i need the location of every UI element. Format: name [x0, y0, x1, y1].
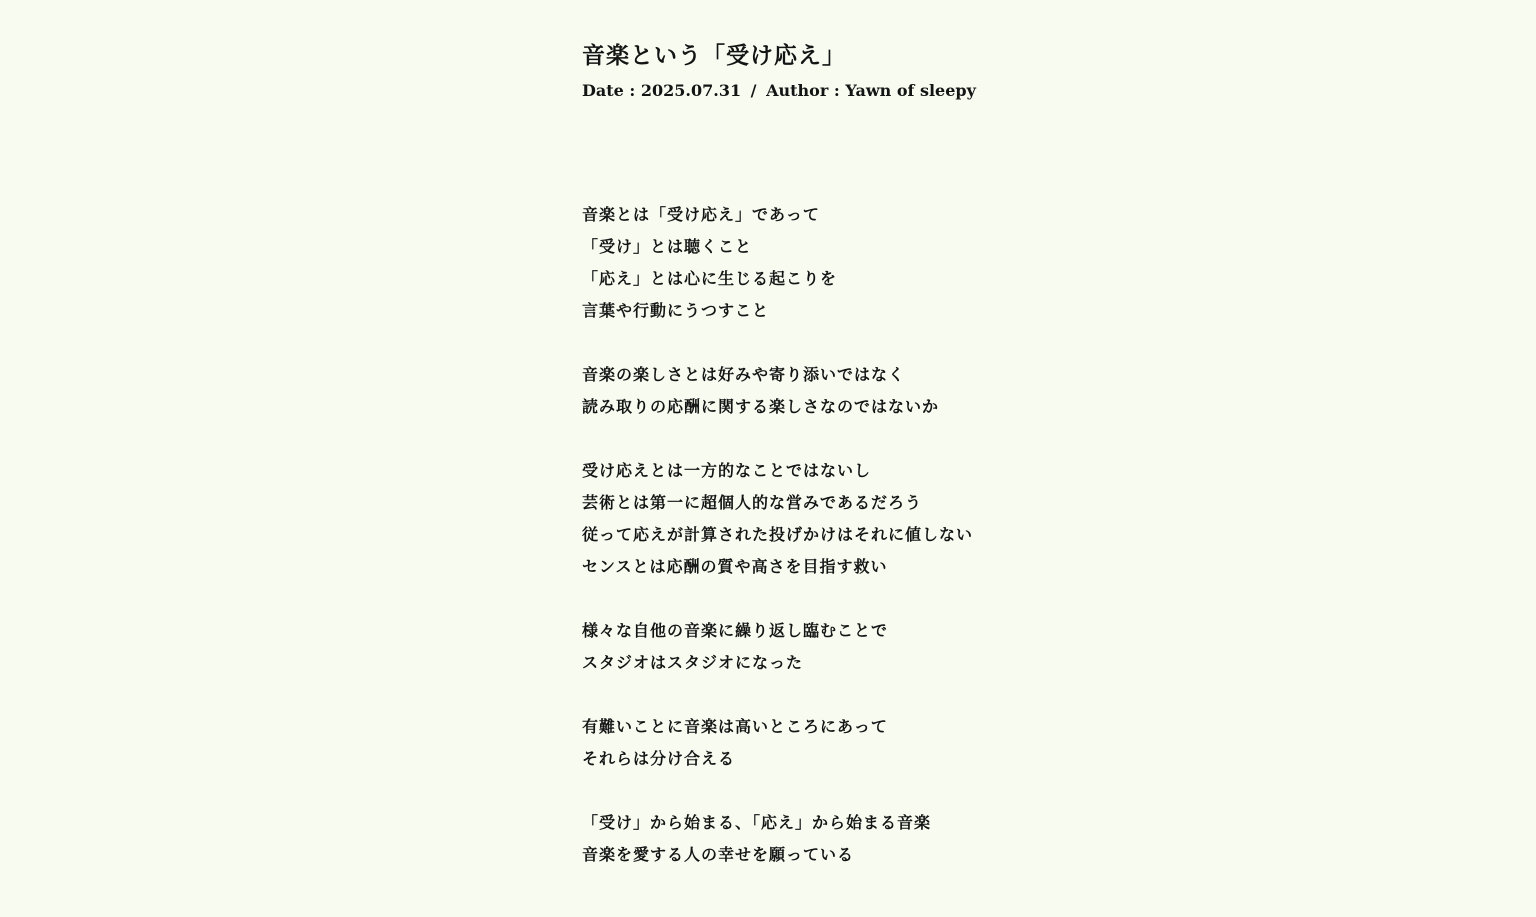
poem-line: 様々な自他の音楽に繰り返し臨むことで [582, 621, 889, 640]
poem-line: 「応え」とは心に生じる起こりを [582, 269, 838, 288]
author-value: Yawn of sleepy [845, 81, 976, 100]
date-label: Date [582, 81, 624, 100]
date-value: 2025.07.31 [640, 81, 742, 100]
poem-line: スタジオはスタジオになった [582, 653, 804, 672]
poem-line: 「受け」から始まる、「応え」から始まる音楽 [582, 813, 932, 832]
article-header [582, 38, 1102, 103]
poem-line: 有難いことに音楽は高いところにあって [582, 717, 888, 736]
poem-line: センスとは応酬の質や高さを目指す救い [582, 557, 888, 576]
article-body [582, 199, 1182, 903]
poem-line: 言葉や行動にうつすこと [582, 301, 770, 320]
author-label: Author [766, 81, 829, 100]
poem-line: 「受け」とは聴くこと [582, 237, 753, 256]
poem-line: 音楽を愛する人の幸せを願っている [582, 845, 855, 864]
stanza [582, 615, 1182, 679]
stanza [582, 807, 1182, 871]
article-title: 音楽という「受け応え」 [582, 42, 846, 69]
poem-line: 音楽の楽しさとは好みや寄り添いではなく [582, 365, 906, 384]
article-meta: Date : 2025.07.31 / Author : Yawn of sleepy [582, 81, 976, 100]
poem-line: 従って応えが計算された投げかけはそれに値しない [582, 525, 974, 544]
stanza [582, 711, 1182, 775]
poem-line: 芸術とは第一に超個人的な営みであるだろう [582, 493, 923, 512]
poem-line: 読み取りの応酬に関する楽しさなのではないか [582, 397, 940, 416]
stanza [582, 359, 1182, 423]
meta-separator: / [750, 81, 757, 100]
stanza [582, 455, 1182, 583]
poem-line: それらは分け合える [582, 749, 736, 768]
poem-line: 受け応えとは一方的なことではないし [582, 461, 872, 480]
stanza [582, 199, 1182, 327]
poem-line: 音楽とは「受け応え」であって [582, 205, 820, 224]
